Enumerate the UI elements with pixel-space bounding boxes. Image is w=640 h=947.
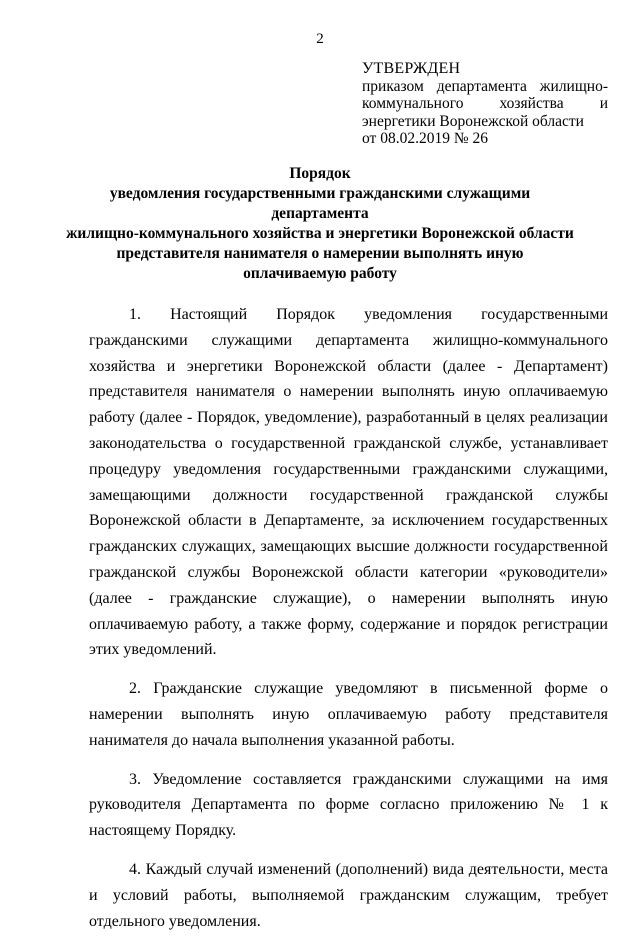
title-line: уведомления государственными гражданскими служащими департамента bbox=[109, 185, 531, 222]
approval-order-date: от 08.02.2019 № 26 bbox=[362, 130, 488, 147]
title-line: оплачиваемую работу bbox=[243, 265, 397, 282]
approval-line: приказом департамента жилищно- bbox=[362, 77, 608, 95]
title-line: представителя нанимателя о намерении выполнять иную bbox=[116, 245, 524, 262]
approval-heading: УТВЕРЖДЕН bbox=[362, 60, 461, 77]
approval-block bbox=[362, 60, 608, 148]
title-line: жилищно-коммунального хозяйства и энергетики Воронежской области bbox=[66, 225, 574, 242]
page-number: 2 bbox=[316, 31, 324, 47]
paragraph-2: 2. Гражданские служащие уведомляют в письменной форме о намерении выполнять иную оплачиваемую работу представителя нанимателя до начала выполнения указанной работы. bbox=[89, 680, 608, 749]
paragraph-1: 1. Настоящий Порядок уведомления государственными гражданскими служащими департамента жилищно-коммунального хозяйства и энергетики Воронежской области (далее - Департамент) представителя нанимателя о намерении выполнять иную оплачиваемую работу (далее - Порядок, уведомление), разработанный в целях реализации законодательства о государственной гражданской службе, устанавливает процедуру уведомления государственными гражданскими служащими, замещающими должности государственной гражданской службы Воронежской области в Департаменте, за исключением государственных гражданских служащих, замещающих высшие должности государственной гражданской службы Воронежской области категории «руководители» (далее - гражданские служащие), о намерении выполнять иную оплачиваемую работу, а также форму, содержание и порядок регистрации этих уведомлений. bbox=[89, 306, 608, 659]
paragraph-4: 4. Каждый случай изменений (дополнений) вида деятельности, места и условий работы, выполняемой гражданским служащим, требует отдельного уведомления. bbox=[89, 860, 608, 930]
document-body bbox=[89, 302, 608, 947]
document-title bbox=[60, 164, 580, 284]
paragraph-3: 3. Уведомление составляется гражданскими служащими на имя руководителя Департамента по форме согласно приложению № 1 к настоящему Порядку. bbox=[89, 770, 608, 840]
approval-line: энергетики Воронежской области bbox=[362, 112, 584, 130]
approval-line: коммунального хозяйства и bbox=[362, 95, 608, 112]
title-line: Порядок bbox=[289, 165, 351, 182]
